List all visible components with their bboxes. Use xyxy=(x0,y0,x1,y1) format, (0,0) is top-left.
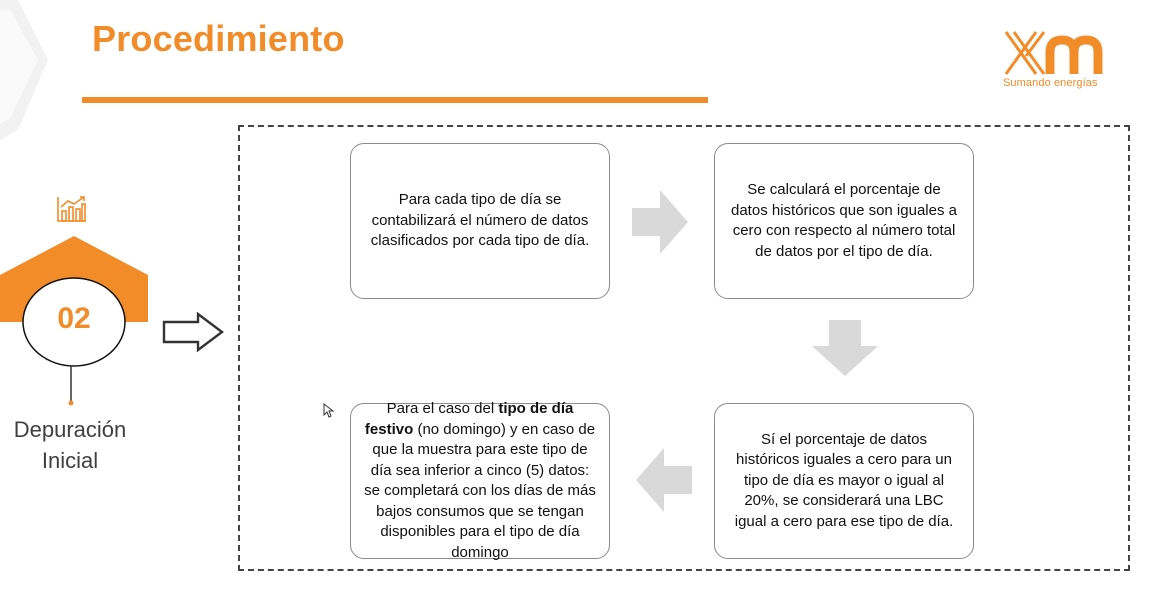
mouse-pointer-icon xyxy=(323,403,335,419)
arrow-down-icon xyxy=(812,320,878,378)
arrow-right-outline-icon xyxy=(162,312,224,352)
step-label xyxy=(0,414,140,476)
corner-decoration xyxy=(0,0,60,150)
page-title: Procedimiento xyxy=(92,18,345,59)
logo-tagline: Sumando energías xyxy=(1003,77,1098,89)
arrow-right-icon xyxy=(632,190,690,254)
step-label-line1: Depuración xyxy=(13,417,127,442)
step-label-line2: Inicial xyxy=(41,448,99,473)
holiday-text xyxy=(361,399,599,563)
flow-box-percentage: Se calculará el porcentaje de datos históricos que son iguales a cero con respecto al número total de datos por el tipo de día. xyxy=(714,143,974,299)
holiday-text-bold: tipo de día festivo xyxy=(364,400,574,438)
title-underline xyxy=(82,97,708,103)
holiday-text-suffix: (no domingo) y en caso de que la muestra para este tipo de día sea inferior a cinco (5) datos: se completará con los días de más bajos consumos que se tengan disponibles para el tipo de día domingo xyxy=(364,420,596,561)
flow-box-threshold: Sí el porcentaje de datos históricos iguales a cero para un tipo de día es mayor o igual al 20%, se considerará una LBC igual a cero para ese tipo de día. xyxy=(714,403,974,559)
step-number: 02 xyxy=(57,302,91,335)
flow-box-holiday xyxy=(350,400,610,561)
flow-box-count: Para cada tipo de día se contabilizará el número de datos clasificados por cada tipo de día. xyxy=(350,143,610,299)
bar-chart-icon xyxy=(56,195,88,223)
arrow-left-icon xyxy=(636,448,694,512)
holiday-text-prefix: Para el caso del xyxy=(386,400,499,417)
